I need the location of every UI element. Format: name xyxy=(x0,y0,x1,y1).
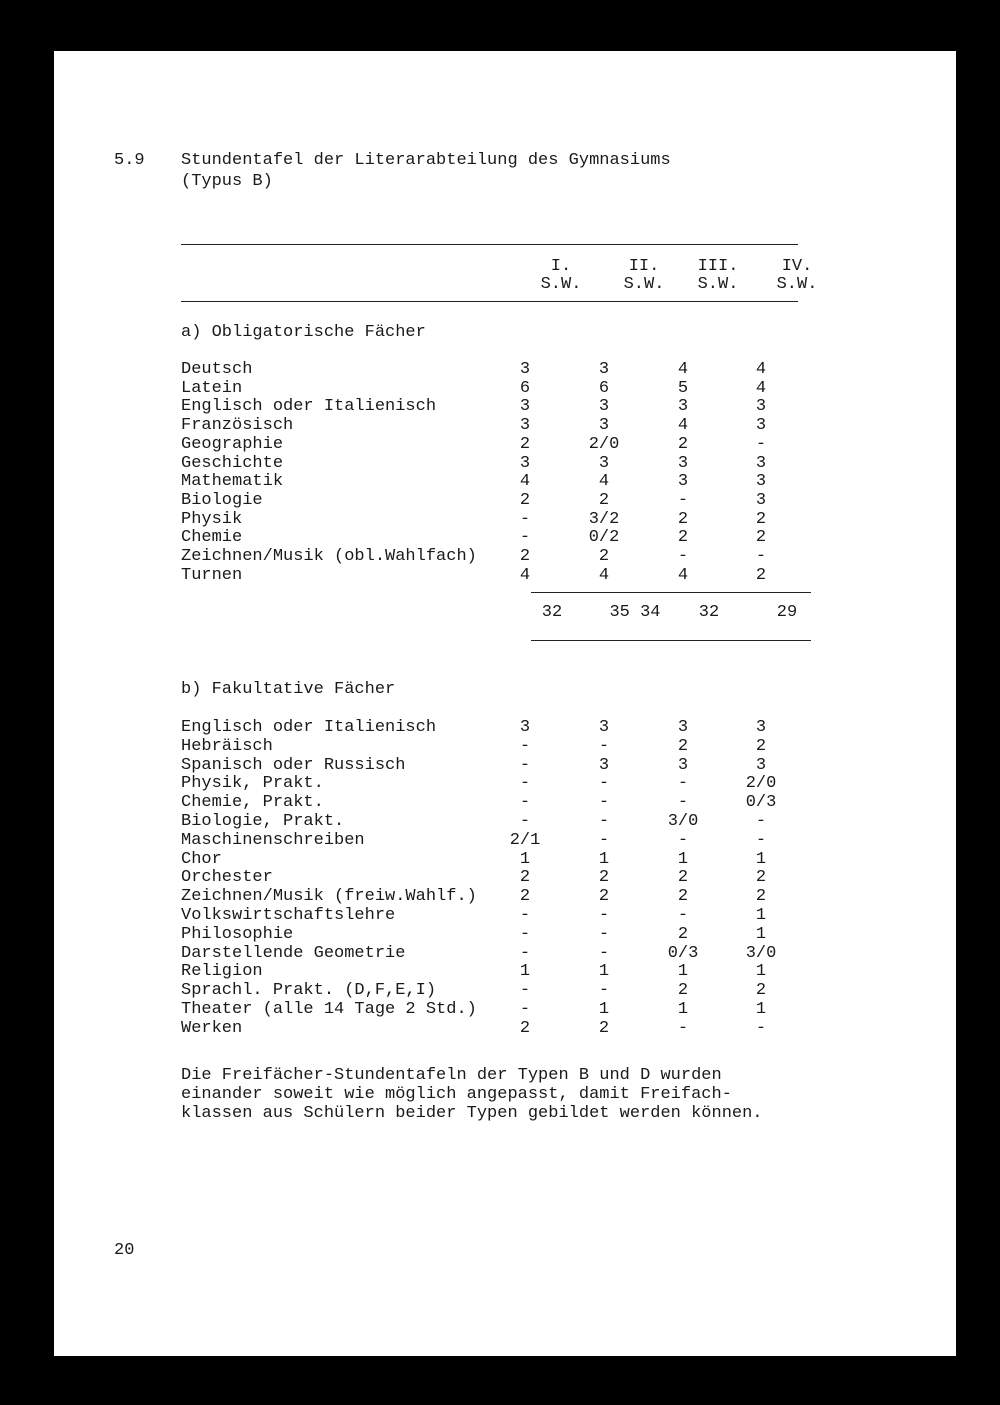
hours-cell: 2 xyxy=(755,565,767,585)
section-number: 5.9 xyxy=(114,151,145,170)
hours-cell: - xyxy=(519,812,531,831)
hours-cell: 2 xyxy=(755,981,767,1001)
table-row xyxy=(181,962,881,981)
hours-cell: - xyxy=(677,774,689,794)
hours-cell: 3 xyxy=(755,755,767,775)
hours-cell: 2 xyxy=(598,887,610,907)
hours-cell: - xyxy=(519,774,531,794)
table-row xyxy=(181,887,881,906)
subject-name: Zeichnen/Musik (obl.Wahlfach) xyxy=(181,547,477,566)
obligatory-heading: a) Obligatorische Fächer xyxy=(181,323,426,342)
hours-cell: 0/3 xyxy=(667,943,699,963)
page-number: 20 xyxy=(114,1241,135,1260)
hours-cell: 2 xyxy=(755,887,767,907)
hours-cell: - xyxy=(519,981,531,1001)
column-header-unit: S.W. xyxy=(697,275,739,294)
subject-name: Biologie xyxy=(181,490,263,510)
hours-cell: 2/1 xyxy=(509,830,541,850)
table-row xyxy=(181,547,881,566)
hours-cell: 3 xyxy=(677,718,689,737)
hours-cell: - xyxy=(677,547,689,566)
hours-cell: - xyxy=(519,943,531,963)
hours-cell: 2/0 xyxy=(588,434,620,454)
hours-cell: - xyxy=(519,755,531,775)
hours-cell: 6 xyxy=(598,378,610,398)
hours-cell: 3 xyxy=(755,718,767,737)
hours-cell: 2 xyxy=(519,868,531,888)
hours-cell: - xyxy=(677,830,689,850)
subject-name: Spanisch oder Russisch xyxy=(181,755,406,775)
hours-cell: 3 xyxy=(598,453,610,473)
hours-cell: 1 xyxy=(519,962,531,982)
subject-name: Latein xyxy=(181,378,243,398)
hours-cell: 2 xyxy=(519,1018,531,1038)
hours-cell: - xyxy=(519,736,531,756)
subject-name: Zeichnen/Musik (freiw.Wahlf.) xyxy=(181,887,477,907)
hours-cell: - xyxy=(598,736,610,756)
table-row xyxy=(181,925,881,944)
subject-name: Englisch oder Italienisch xyxy=(181,718,437,737)
hours-cell: 4 xyxy=(677,360,689,379)
hours-cell: 2 xyxy=(598,1018,610,1038)
hours-cell: 2 xyxy=(755,736,767,756)
hours-cell: 3 xyxy=(677,397,689,417)
hours-cell: 2 xyxy=(677,509,689,529)
subject-name: Biologie, Prakt. xyxy=(181,812,345,831)
hours-cell: 4 xyxy=(677,416,689,436)
hours-cell: 2 xyxy=(677,434,689,454)
hours-cell: - xyxy=(598,943,610,963)
table-row xyxy=(181,454,881,473)
hours-cell: 3 xyxy=(755,472,767,492)
hours-cell: - xyxy=(598,981,610,1001)
subject-name: Geschichte xyxy=(181,453,284,473)
section-title: Stundentafel der Literarabteilung des Gymnasiums xyxy=(181,151,671,170)
hours-cell: - xyxy=(755,1018,767,1038)
subject-name: Physik, Prakt. xyxy=(181,774,324,794)
table-row xyxy=(181,850,881,869)
hours-cell: 1 xyxy=(598,849,610,869)
header-bottom-rule xyxy=(181,301,798,302)
subject-name: Philosophie xyxy=(181,924,294,944)
hours-cell: 4 xyxy=(519,472,531,492)
hours-cell: 2 xyxy=(598,868,610,888)
table-row xyxy=(181,981,881,1000)
hours-cell: 1 xyxy=(598,1000,610,1019)
hours-cell: 2 xyxy=(755,528,767,548)
hours-cell: 3 xyxy=(598,360,610,379)
subject-name: Französisch xyxy=(181,416,294,436)
footnote-line: einander soweit wie möglich angepasst, damit Freifach- xyxy=(181,1085,732,1104)
hours-cell: - xyxy=(519,924,531,944)
hours-cell: - xyxy=(677,490,689,510)
hours-cell: 3/2 xyxy=(588,509,620,529)
table-row xyxy=(181,566,881,585)
hours-cell: 2 xyxy=(755,509,767,529)
subject-name: Chor xyxy=(181,849,222,869)
hours-cell: 3 xyxy=(677,472,689,492)
hours-cell: - xyxy=(755,547,767,566)
hours-cell: - xyxy=(598,906,610,925)
table-row xyxy=(181,868,881,887)
subject-name: Chemie xyxy=(181,528,243,548)
hours-cell: 2 xyxy=(677,736,689,756)
hours-cell: - xyxy=(598,830,610,850)
table-row xyxy=(181,756,881,775)
hours-cell: 3 xyxy=(677,755,689,775)
hours-cell: 4 xyxy=(755,378,767,398)
subject-name: Physik xyxy=(181,509,243,529)
column-header-roman: II. xyxy=(628,257,660,276)
subject-name: Sprachl. Prakt. (D,F,E,I) xyxy=(181,981,437,1001)
optional-heading: b) Fakultative Fächer xyxy=(181,680,396,699)
hours-cell: - xyxy=(519,528,531,548)
hours-cell: 2 xyxy=(677,887,689,907)
hours-cell: 6 xyxy=(519,378,531,398)
column-header-unit: S.W. xyxy=(776,275,818,294)
hours-cell: 1 xyxy=(598,962,610,982)
total-value: 29 xyxy=(776,603,798,622)
hours-cell: 3 xyxy=(598,397,610,417)
table-row xyxy=(181,1019,881,1038)
hours-cell: 3 xyxy=(598,755,610,775)
hours-cell: 1 xyxy=(755,962,767,982)
subject-name: Religion xyxy=(181,962,263,982)
table-row xyxy=(181,472,881,491)
table-row xyxy=(181,416,881,435)
hours-cell: 3 xyxy=(519,718,531,737)
hours-cell: 3 xyxy=(519,453,531,473)
subject-name: Hebräisch xyxy=(181,736,273,756)
hours-cell: - xyxy=(519,509,531,529)
hours-cell: 3 xyxy=(598,718,610,737)
hours-cell: - xyxy=(598,774,610,794)
hours-cell: 1 xyxy=(755,906,767,925)
total-value: 32 xyxy=(698,603,720,622)
hours-cell: 3 xyxy=(677,453,689,473)
hours-cell: 4 xyxy=(598,565,610,585)
table-top-rule xyxy=(181,244,798,245)
table-row xyxy=(181,510,881,529)
hours-cell: 2 xyxy=(519,887,531,907)
table-row xyxy=(181,944,881,963)
footnote-line: klassen aus Schülern beider Typen gebildet werden können. xyxy=(181,1104,763,1123)
hours-cell: - xyxy=(519,793,531,813)
hours-cell: - xyxy=(519,1000,531,1019)
hours-cell: - xyxy=(677,793,689,813)
table-row xyxy=(181,360,881,379)
table-row xyxy=(181,812,881,831)
subject-name: Deutsch xyxy=(181,360,253,379)
hours-cell: 1 xyxy=(755,849,767,869)
hours-cell: 2/0 xyxy=(745,774,777,794)
hours-cell: 0/2 xyxy=(588,528,620,548)
table-row xyxy=(181,491,881,510)
hours-cell: 2 xyxy=(519,490,531,510)
subject-name: Mathematik xyxy=(181,472,284,492)
hours-cell: - xyxy=(677,1018,689,1038)
table-row xyxy=(181,793,881,812)
hours-cell: 1 xyxy=(677,849,689,869)
column-header-unit: S.W. xyxy=(623,275,665,294)
hours-cell: 4 xyxy=(519,565,531,585)
hours-cell: 3 xyxy=(755,453,767,473)
hours-cell: - xyxy=(519,906,531,925)
subject-name: Geographie xyxy=(181,434,284,454)
hours-cell: 4 xyxy=(677,565,689,585)
hours-cell: - xyxy=(598,924,610,944)
table-row xyxy=(181,906,881,925)
subject-name: Maschinenschreiben xyxy=(181,830,365,850)
table-row xyxy=(181,397,881,416)
table-row xyxy=(181,1000,881,1019)
subject-name: Volkswirtschaftslehre xyxy=(181,906,396,925)
hours-cell: 1 xyxy=(519,849,531,869)
table-row xyxy=(181,435,881,454)
hours-cell: 0/3 xyxy=(745,793,777,813)
hours-cell: 2 xyxy=(677,924,689,944)
hours-cell: 1 xyxy=(677,1000,689,1019)
hours-cell: 2 xyxy=(519,434,531,454)
hours-cell: - xyxy=(755,812,767,831)
column-header-roman: IV. xyxy=(781,257,813,276)
hours-cell: 4 xyxy=(755,360,767,379)
hours-cell: 2 xyxy=(677,528,689,548)
table-row xyxy=(181,831,881,850)
column-header-unit: S.W. xyxy=(540,275,582,294)
total-value: 32 xyxy=(541,603,563,622)
hours-cell: 2 xyxy=(755,868,767,888)
hours-cell: 2 xyxy=(677,868,689,888)
hours-cell: - xyxy=(755,434,767,454)
total-value: 35 34 xyxy=(609,603,661,622)
hours-cell: - xyxy=(755,830,767,850)
hours-cell: 3 xyxy=(519,360,531,379)
hours-cell: 3 xyxy=(755,490,767,510)
table-row xyxy=(181,774,881,793)
document-page xyxy=(54,51,956,1356)
totals-top-rule xyxy=(531,592,811,593)
hours-cell: 3 xyxy=(755,416,767,436)
subject-name: Turnen xyxy=(181,565,243,585)
footnote-line: Die Freifächer-Stundentafeln der Typen B und D wurden xyxy=(181,1066,722,1085)
hours-cell: 2 xyxy=(519,547,531,566)
table-row xyxy=(181,528,881,547)
hours-cell: - xyxy=(598,793,610,813)
hours-cell: 2 xyxy=(598,490,610,510)
hours-cell: 3/0 xyxy=(745,943,777,963)
hours-cell: 1 xyxy=(755,1000,767,1019)
hours-cell: 3 xyxy=(519,397,531,417)
hours-cell: 3 xyxy=(519,416,531,436)
hours-cell: - xyxy=(598,812,610,831)
table-row xyxy=(181,379,881,398)
subject-name: Chemie, Prakt. xyxy=(181,793,324,813)
hours-cell: 4 xyxy=(598,472,610,492)
table-row xyxy=(181,737,881,756)
subject-name: Darstellende Geometrie xyxy=(181,943,406,963)
hours-cell: 3 xyxy=(755,397,767,417)
subject-name: Werken xyxy=(181,1018,243,1038)
totals-bottom-rule xyxy=(531,640,811,641)
column-header-roman: I. xyxy=(550,257,572,276)
column-header-roman: III. xyxy=(697,257,739,276)
hours-cell: 2 xyxy=(677,981,689,1001)
hours-cell: 1 xyxy=(677,962,689,982)
hours-cell: 3 xyxy=(598,416,610,436)
table-row xyxy=(181,718,881,737)
hours-cell: 2 xyxy=(598,547,610,566)
subject-name: Englisch oder Italienisch xyxy=(181,397,437,417)
subject-name: Theater (alle 14 Tage 2 Std.) xyxy=(181,1000,477,1019)
hours-cell: - xyxy=(677,906,689,925)
subject-name: Orchester xyxy=(181,868,273,888)
hours-cell: 1 xyxy=(755,924,767,944)
hours-cell: 3/0 xyxy=(667,812,699,831)
section-subtitle: (Typus B) xyxy=(181,172,273,191)
hours-cell: 5 xyxy=(677,378,689,398)
